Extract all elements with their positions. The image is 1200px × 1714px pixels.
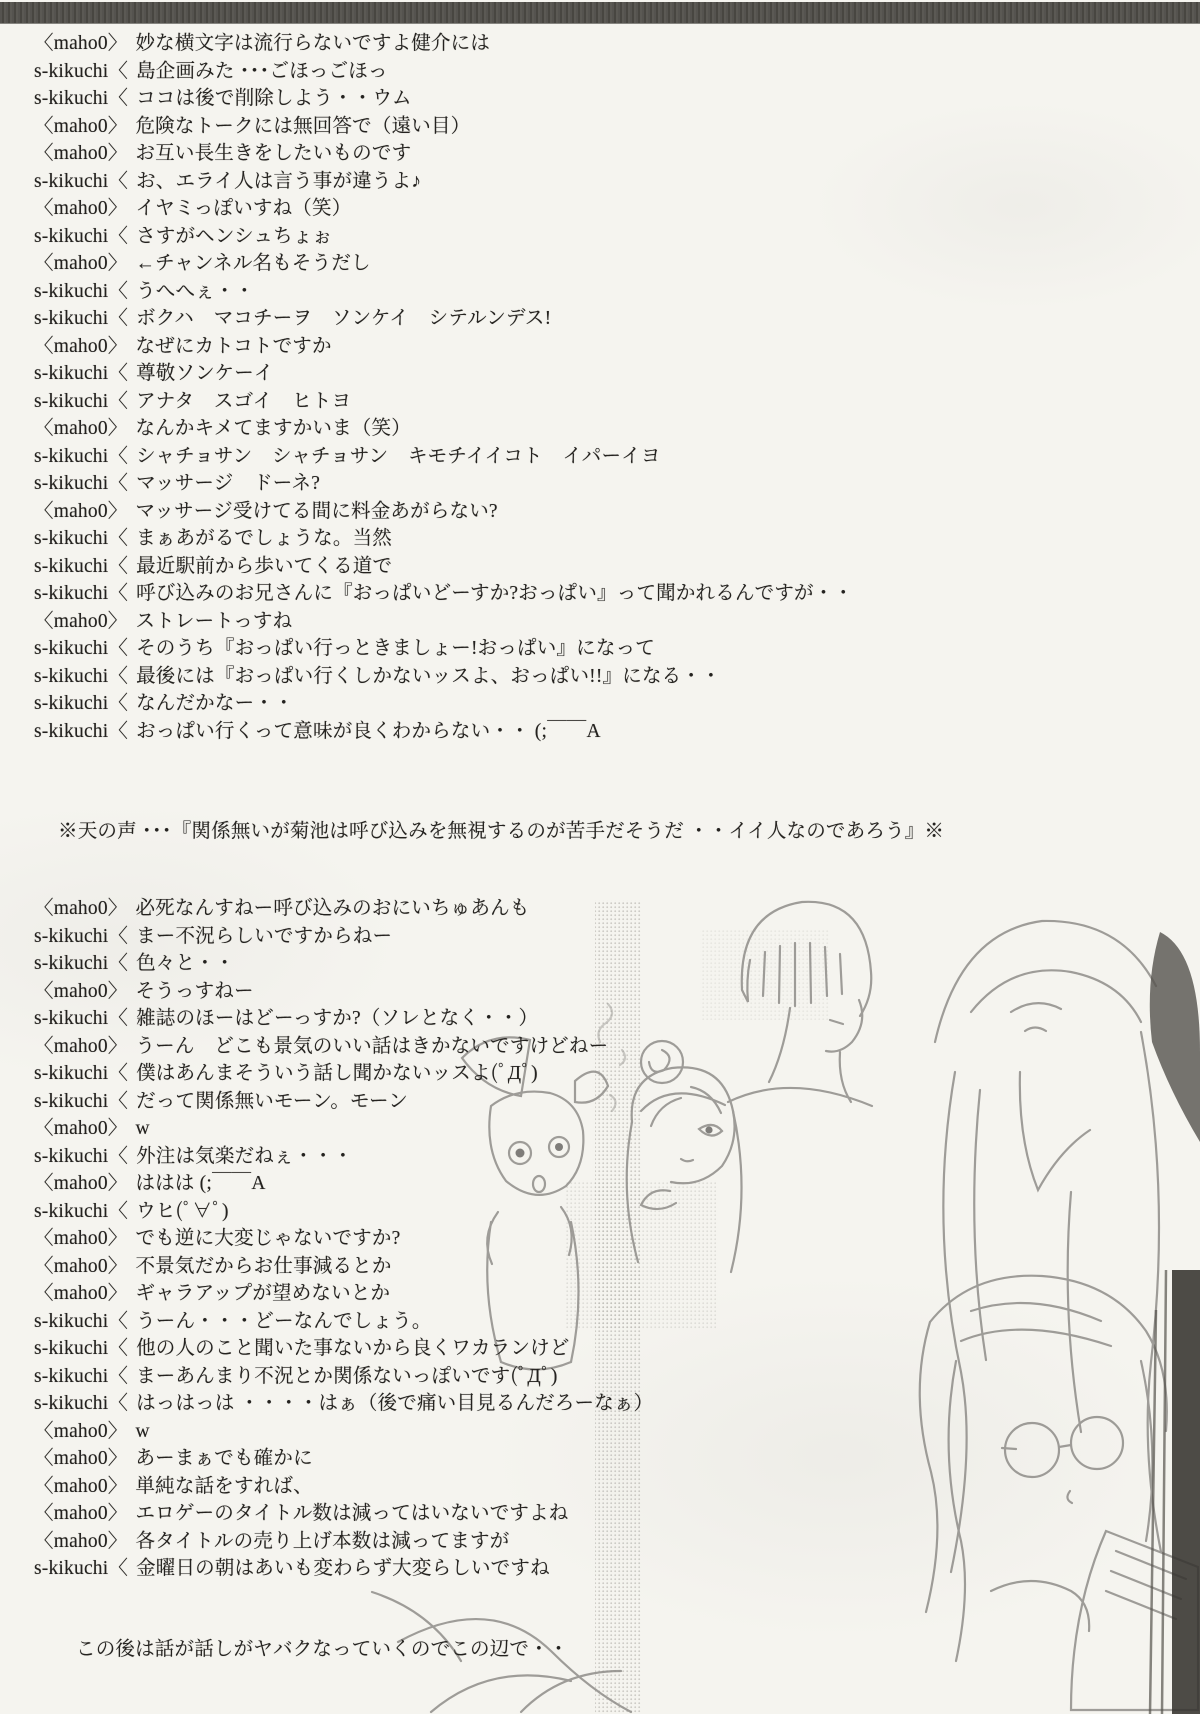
- chat-line: [34, 718, 1184, 746]
- chat-line: [34, 30, 1184, 58]
- message-text: ストレートっすね: [135, 610, 293, 632]
- nick-maho0: 〈maho0〉: [34, 115, 128, 137]
- message-text: 単純な話をすれば、: [135, 1475, 313, 1497]
- nick-s-kikuchi: s-kikuchi〈: [34, 1200, 129, 1222]
- nick-maho0: 〈maho0〉: [34, 1448, 128, 1469]
- nick-maho0: 〈maho0〉: [34, 143, 128, 164]
- message-text: おっぱい行くって意味が良くわからない・・ (;￣￣A: [136, 720, 601, 742]
- chat-line: [34, 250, 1184, 278]
- nick-maho0: 〈maho0〉: [34, 253, 128, 274]
- nick-s-kikuchi: s-kikuchi〈: [34, 225, 129, 247]
- message-text: 金曜日の朝はあいも変わらず大変らしいですね: [136, 1558, 550, 1579]
- chat-line: [34, 443, 1184, 471]
- nick-s-kikuchi: s-kikuchi〈: [34, 1008, 129, 1029]
- message-text: ウヒ(ﾟ∀ﾟ): [136, 1200, 229, 1222]
- message-text: うーん・・・どーなんでしょう。: [136, 1310, 432, 1332]
- chat-line: [34, 923, 1184, 951]
- nick-maho0: 〈maho0〉: [34, 198, 128, 219]
- nick-maho0: 〈maho0〉: [34, 418, 128, 439]
- message-text: そうっすねー: [135, 980, 254, 1002]
- chat-line: [34, 470, 1184, 498]
- chat-line: [34, 895, 1184, 923]
- message-text: 尊敬ソンケーイ: [136, 363, 274, 384]
- nick-s-kikuchi: s-kikuchi〈: [34, 390, 129, 412]
- message-text: 最近駅前から歩いてくる道で: [136, 555, 393, 577]
- top-edge-scan-bar: [0, 2, 1200, 23]
- chat-line: [34, 58, 1184, 86]
- nick-s-kikuchi: s-kikuchi〈: [34, 720, 129, 742]
- chat-line: [34, 333, 1184, 361]
- message-text: 呼び込みのお兄さんに『おっぱいどーすか?おっぱい』って聞かれるんですが・・: [136, 583, 854, 604]
- chat-line: [34, 978, 1184, 1006]
- message-text: イヤミっぽいすね（笑）: [135, 198, 352, 219]
- message-text: ←チャンネル名もそうだし: [135, 253, 371, 274]
- chat-line: [34, 1060, 1184, 1088]
- chat-line: [34, 278, 1184, 306]
- message-text: だって関係無いモーン。モーン: [136, 1090, 408, 1112]
- chat-line: [34, 1033, 1184, 1061]
- nick-maho0: 〈maho0〉: [34, 1503, 128, 1524]
- nick-s-kikuchi: s-kikuchi〈: [34, 638, 129, 659]
- chat-line: [34, 1363, 1184, 1391]
- chat-line: [34, 388, 1184, 416]
- chat-line: [34, 525, 1184, 553]
- message-text: 他の人のこと聞いた事ないから良くワカランけど: [136, 1338, 570, 1359]
- nick-s-kikuchi: s-kikuchi〈: [34, 953, 129, 974]
- message-text: ボクハ マコチーヲ ソンケイ シテルンデス!: [136, 308, 552, 329]
- chat-line: [34, 635, 1184, 663]
- chat-line: [34, 1225, 1184, 1253]
- nick-s-kikuchi: s-kikuchi〈: [34, 1365, 129, 1387]
- message-text: 雑誌のほーはどーっすか?（ソレとなく・・）: [136, 1008, 539, 1029]
- message-text: なんかキメてますかいま（笑）: [135, 418, 411, 439]
- message-text: あーまぁでも確かに: [135, 1448, 313, 1469]
- nick-s-kikuchi: s-kikuchi〈: [34, 1338, 129, 1359]
- chat-line: [34, 140, 1184, 168]
- nick-maho0: 〈maho0〉: [34, 1283, 128, 1304]
- nick-maho0: 〈maho0〉: [34, 1118, 128, 1139]
- message-text: 危険なトークには無回答で（遠い目）: [135, 115, 471, 137]
- chat-line: [34, 1555, 1184, 1583]
- message-text: 色々と・・: [136, 953, 235, 974]
- message-text: 各タイトルの売り上げ本数は減ってますが: [135, 1530, 510, 1552]
- chat-line: [34, 1528, 1184, 1556]
- nick-s-kikuchi: s-kikuchi〈: [34, 88, 129, 109]
- chat-line: [34, 580, 1184, 608]
- nick-s-kikuchi: s-kikuchi〈: [34, 1558, 129, 1579]
- message-text: 妙な横文字は流行らないですよ健介には: [135, 33, 491, 54]
- message-text: w: [135, 1118, 150, 1139]
- chat-line: [34, 168, 1184, 196]
- nick-s-kikuchi: s-kikuchi〈: [34, 308, 129, 329]
- nick-maho0: 〈maho0〉: [34, 1173, 128, 1194]
- chat-line: [34, 1088, 1184, 1116]
- message-text: 必死なんすねー呼び込みのおにいちゅあんも: [135, 898, 530, 919]
- nick-s-kikuchi: s-kikuchi〈: [34, 528, 129, 549]
- chat-line: [34, 1143, 1184, 1171]
- chat-line: [34, 498, 1184, 526]
- nick-maho0: 〈maho0〉: [34, 1228, 128, 1249]
- chat-line: [34, 85, 1184, 113]
- nick-maho0: 〈maho0〉: [34, 980, 128, 1002]
- message-text: まー不況らしいですからねー: [136, 925, 393, 947]
- chat-line: [34, 1170, 1184, 1198]
- nick-maho0: 〈maho0〉: [34, 335, 128, 357]
- message-text: ははは (;￣￣A: [135, 1173, 266, 1194]
- chat-line: [34, 415, 1184, 443]
- message-text: ギャラアップが望めないとか: [135, 1283, 391, 1304]
- message-text: うーん どこも景気のいい話はきかないですけどねー: [135, 1035, 609, 1057]
- message-text: まぁあがるでしょうな。当然: [136, 528, 392, 549]
- chat-line: [34, 223, 1184, 251]
- chat-line: [34, 1418, 1184, 1446]
- nick-maho0: 〈maho0〉: [34, 1420, 128, 1442]
- message-text: ココは後で削除しよう・・ウム: [136, 88, 412, 109]
- chat-line: [34, 1280, 1184, 1308]
- nick-maho0: 〈maho0〉: [34, 1035, 128, 1057]
- nick-s-kikuchi: s-kikuchi〈: [34, 473, 129, 494]
- nick-s-kikuchi: s-kikuchi〈: [34, 445, 129, 467]
- message-text: アナタ スゴイ ヒトヨ: [136, 390, 352, 412]
- chat-line: [34, 1335, 1184, 1363]
- message-text: うへへぇ・・: [136, 280, 255, 302]
- chat-line: [34, 1115, 1184, 1143]
- message-text: まーあんまり不況とか関係ないっぽいです(ﾟДﾟ): [136, 1365, 558, 1387]
- message-text: 僕はあんまそういう話し聞かないッスよ(ﾟДﾟ): [136, 1063, 538, 1084]
- nick-s-kikuchi: s-kikuchi〈: [34, 555, 129, 577]
- chat-log-part-2: [34, 895, 1184, 1583]
- message-text: エロゲーのタイトル数は減ってはいないですよね: [135, 1503, 569, 1524]
- message-text: そのうち『おっぱい行っときましょー!おっぱい』になって: [136, 638, 655, 659]
- chat-line: [34, 1253, 1184, 1281]
- message-text: w: [135, 1420, 150, 1442]
- chat-line: [34, 305, 1184, 333]
- nick-s-kikuchi: s-kikuchi〈: [34, 1063, 129, 1084]
- narrator-aside: ※天の声 ･･･『関係無いが菊池は呼び込みを無視するのが苦手だそうだ ・・イイ人なのであろう』※: [58, 821, 945, 842]
- chat-line: [34, 608, 1184, 636]
- nick-s-kikuchi: s-kikuchi〈: [34, 1145, 129, 1167]
- nick-s-kikuchi: s-kikuchi〈: [34, 665, 129, 687]
- nick-s-kikuchi: s-kikuchi〈: [34, 60, 129, 82]
- message-text: でも逆に大変じゃないですか?: [135, 1228, 401, 1249]
- message-text: 外注は気楽だねぇ・・・: [136, 1145, 353, 1167]
- chat-line: [34, 663, 1184, 691]
- chat-line: [34, 1198, 1184, 1226]
- nick-maho0: 〈maho0〉: [34, 610, 128, 632]
- nick-s-kikuchi: s-kikuchi〈: [34, 1393, 129, 1414]
- message-text: なんだかなー・・: [136, 693, 294, 714]
- message-text: 島企画みた ･･･ごほっごほっ: [136, 60, 388, 82]
- chat-line: [34, 1005, 1184, 1033]
- chat-line: [34, 1390, 1184, 1418]
- nick-s-kikuchi: s-kikuchi〈: [34, 925, 129, 947]
- chat-line: [34, 1473, 1184, 1501]
- message-text: お互い長生きをしたいものです: [135, 143, 412, 164]
- nick-maho0: 〈maho0〉: [34, 1530, 128, 1552]
- nick-maho0: 〈maho0〉: [34, 33, 128, 54]
- nick-s-kikuchi: s-kikuchi〈: [34, 280, 129, 302]
- nick-s-kikuchi: s-kikuchi〈: [34, 170, 129, 192]
- message-text: マッサージ ドーネ?: [136, 473, 321, 494]
- message-text: はっはっは ・・・・はぁ（後で痛い目見るんだろーなぁ）: [136, 1393, 654, 1414]
- chat-line: [34, 360, 1184, 388]
- nick-s-kikuchi: s-kikuchi〈: [34, 693, 129, 714]
- message-text: マッサージ受けてる間に料金あがらない?: [135, 500, 498, 522]
- message-text: 不景気だからお仕事減るとか: [135, 1255, 392, 1277]
- message-text: お、エライ人は言う事が違うよ♪: [136, 170, 422, 192]
- message-text: シャチョサン シャチョサン キモチイイコト イパーイヨ: [136, 445, 661, 467]
- chat-line: [34, 1500, 1184, 1528]
- chat-line: [34, 1308, 1184, 1336]
- nick-s-kikuchi: s-kikuchi〈: [34, 1310, 129, 1332]
- chat-line: [34, 950, 1184, 978]
- closing-note: この後は話が話しがヤバクなっていくのでこの辺で・・: [76, 1639, 569, 1660]
- nick-s-kikuchi: s-kikuchi〈: [34, 363, 129, 384]
- chat-line: [34, 1445, 1184, 1473]
- chat-line: [34, 690, 1184, 718]
- nick-maho0: 〈maho0〉: [34, 500, 128, 522]
- nick-s-kikuchi: s-kikuchi〈: [34, 583, 129, 604]
- nick-s-kikuchi: s-kikuchi〈: [34, 1090, 129, 1112]
- chat-line: [34, 553, 1184, 581]
- nick-maho0: 〈maho0〉: [34, 898, 128, 919]
- chat-log-part-1: [34, 30, 1184, 745]
- message-text: なぜにカトコトですか: [135, 335, 332, 357]
- chat-line: [34, 113, 1184, 141]
- chat-line: [34, 195, 1184, 223]
- nick-maho0: 〈maho0〉: [34, 1255, 128, 1277]
- message-text: 最後には『おっぱい行くしかないッスよ、おっぱい!!』になる・・: [136, 665, 721, 687]
- nick-maho0: 〈maho0〉: [34, 1475, 128, 1497]
- message-text: さすがヘンシュちょぉ: [136, 225, 333, 247]
